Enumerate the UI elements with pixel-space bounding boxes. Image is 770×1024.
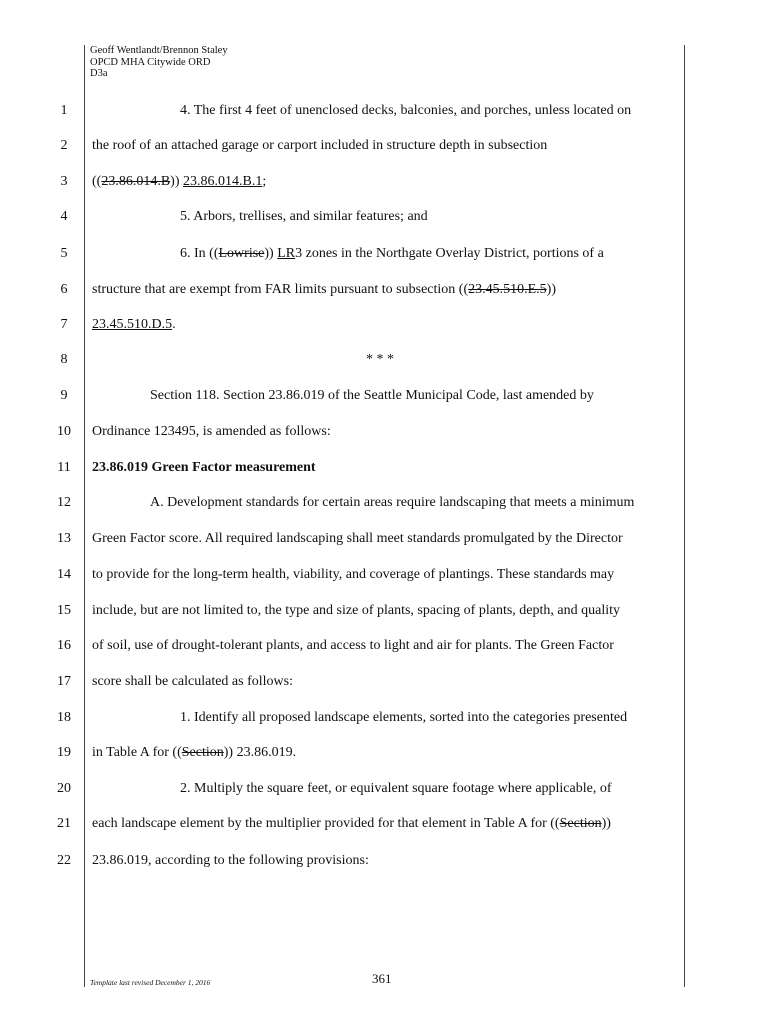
line-text — [92, 460, 316, 476]
line-number: 4 — [60, 209, 68, 224]
line-number: 20 — [57, 781, 71, 796]
document-header — [90, 45, 228, 80]
deleted-text: Lowrise — [218, 246, 265, 261]
inserted-text: LR — [277, 246, 296, 261]
line-number: 12 — [57, 495, 71, 510]
deleted-text: 23.45.510.E.5 — [468, 282, 547, 297]
line-text — [150, 495, 634, 511]
line-number: 3 — [60, 174, 68, 189]
header-draft: D3a — [90, 68, 108, 79]
line-text — [92, 853, 369, 869]
line-number: 16 — [57, 638, 71, 653]
text-run: 6. In (( — [180, 246, 219, 261]
text-run: the roof of an attached garage or carport included in structure depth in subsection — [92, 138, 548, 153]
line-number: 21 — [57, 816, 71, 831]
line-number: 22 — [57, 853, 71, 868]
text-run: Green Factor score. All required landscaping shall meet standards promulgated by the Director — [92, 531, 623, 546]
text-run: (( — [92, 174, 102, 189]
text-run: and quality — [553, 603, 620, 618]
line-number: 9 — [60, 388, 68, 403]
line-number: 17 — [57, 674, 71, 689]
line-text — [92, 531, 623, 547]
text-run: )) 23.86.019. — [223, 745, 297, 760]
text-run: and porches, unless located on — [456, 103, 632, 118]
text-run: Section 118. Section 23.86.019 of the Seattle Municipal Code, last amended by — [150, 388, 594, 403]
text-run: )) — [170, 174, 183, 189]
line-number: 14 — [57, 567, 71, 582]
text-run: 2. Multiply the square feet, or equivalent square footage where applicable, of — [180, 781, 612, 796]
text-run: A. Development standards for certain areas require landscaping that meets a minimum — [150, 495, 635, 510]
inserted-text: 23.45.510.D.5 — [92, 317, 173, 332]
line-number: 6 — [60, 282, 68, 297]
line-number: 1 — [60, 103, 68, 118]
deleted-text: 23.86.014.B — [101, 174, 171, 189]
line-number: 7 — [60, 317, 68, 332]
line-number: 15 — [57, 603, 71, 618]
text-run: Ordinance 123495, is amended as follows: — [92, 424, 331, 439]
header-title: OPCD MHA Citywide ORD — [90, 56, 211, 68]
line-number: 2 — [60, 138, 68, 153]
text-run: * * * — [366, 352, 394, 367]
line-text — [150, 388, 594, 404]
header-author: Geoff Wentlandt/Brennon Staley — [90, 45, 228, 56]
line-number: 10 — [57, 424, 71, 439]
line-number: 19 — [57, 745, 71, 760]
text-run: 3 zones in the Northgate Overlay District, portions of a — [295, 246, 604, 261]
text-run: 1. Identify all proposed landscape elements, sorted into the categories presented — [180, 710, 628, 725]
line-text — [92, 745, 296, 761]
text-run: 5. Arbors, trellises, and similar features; and — [180, 209, 428, 224]
line-text — [92, 424, 331, 440]
line-text — [92, 603, 620, 619]
line-text — [92, 282, 556, 298]
text-run: )) — [546, 282, 556, 297]
line-number: 13 — [57, 531, 71, 546]
line-text — [366, 352, 394, 368]
text-run: structure that are exempt from FAR limits pursuant to subsection (( — [92, 282, 469, 297]
text-run: each landscape element by the multiplier provided for that element in Table A for (( — [92, 816, 560, 831]
inserted-text: 23.86.014.B.1 — [183, 174, 263, 189]
line-text — [92, 317, 176, 333]
inserted-text: , — [550, 603, 554, 618]
section-heading: 23.86.019 Green Factor measurement — [92, 460, 316, 475]
line-text — [92, 567, 614, 583]
line-text — [180, 246, 604, 262]
text-run: score shall be calculated as follows: — [92, 674, 293, 689]
line-text — [92, 816, 611, 832]
text-run: )) — [264, 246, 278, 261]
template-note: Template last revised December 1, 2016 — [90, 978, 211, 987]
deleted-text: Section — [559, 816, 602, 831]
line-number: 11 — [57, 460, 71, 475]
line-text — [180, 209, 428, 225]
text-run: include, but are not limited to, the type and size of plants, spacing of plants, depth — [92, 603, 551, 618]
line-number: 18 — [57, 710, 71, 725]
right-margin-rule — [684, 45, 685, 987]
text-run: 4. The first 4 feet of unenclosed decks, balconies — [180, 103, 454, 118]
line-text — [92, 174, 266, 190]
text-run: . — [172, 317, 176, 332]
text-run: 23.86.019, according to the following provisions: — [92, 853, 369, 868]
line-number-rule — [84, 45, 85, 987]
line-text — [180, 103, 631, 119]
line-text — [180, 781, 612, 797]
line-text — [92, 138, 547, 154]
inserted-text: , — [453, 103, 457, 118]
line-number: 5 — [60, 246, 68, 261]
text-run: ; — [262, 174, 267, 189]
line-number: 8 — [60, 352, 68, 367]
text-run: to provide for the long-term health, viability, and coverage of plantings. These standards may — [92, 567, 615, 582]
deleted-text: Section — [181, 745, 224, 760]
line-text — [92, 674, 293, 690]
text-run: in Table A for (( — [92, 745, 182, 760]
line-text — [92, 638, 614, 654]
page-number: 361 — [372, 971, 392, 986]
text-run: )) — [601, 816, 611, 831]
text-run: of soil, use of drought-tolerant plants, and access to light and air for plants. The Green Factor — [92, 638, 614, 653]
line-text — [180, 710, 627, 726]
